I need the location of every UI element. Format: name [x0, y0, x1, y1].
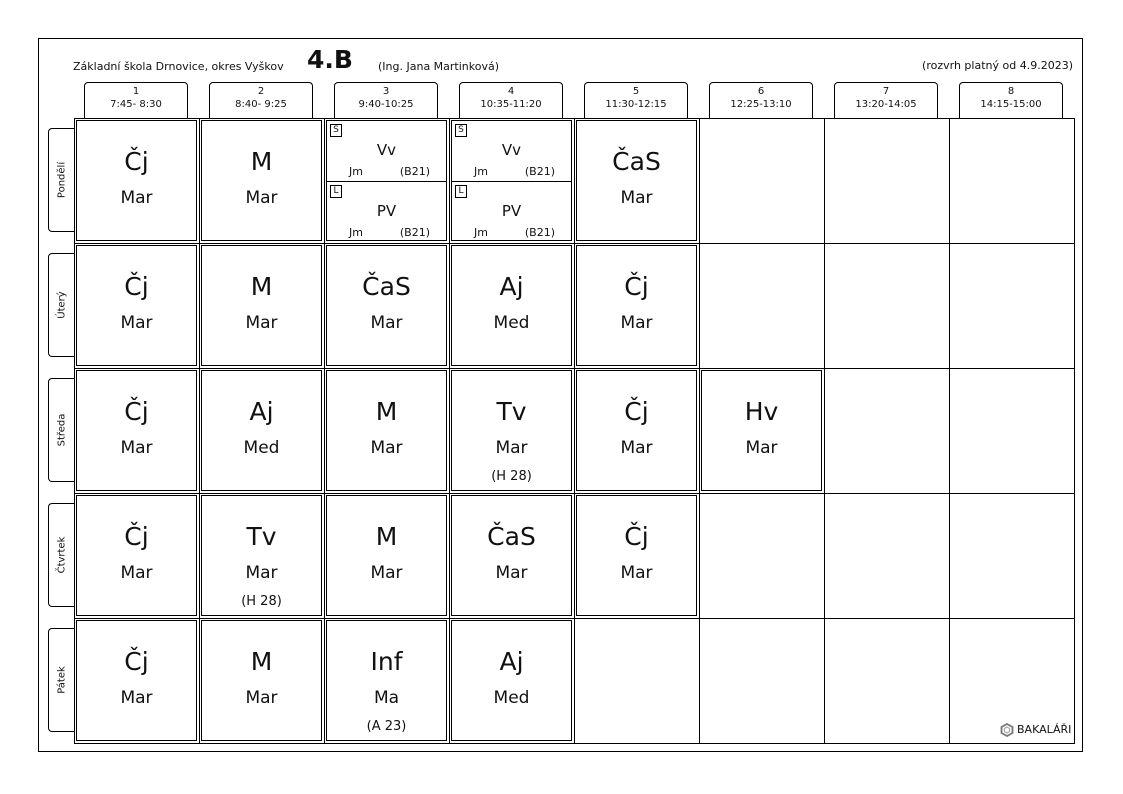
lesson-cell[interactable] — [326, 495, 447, 616]
lesson-subject: Čj — [124, 522, 149, 551]
period-time: 10:35-11:20 — [480, 99, 542, 110]
grid-column-divider — [574, 118, 575, 744]
lesson-cell[interactable] — [451, 370, 572, 491]
lesson-teacher: Mar — [120, 313, 153, 333]
period-time: 11:30-12:15 — [605, 99, 667, 110]
period-number: 3 — [382, 86, 390, 97]
lesson-room: (B21) — [399, 226, 430, 239]
lesson-teacher: Mar — [620, 188, 653, 208]
lesson-cell[interactable] — [76, 245, 197, 366]
period-time: 14:15-15:00 — [980, 99, 1042, 110]
period-number: 8 — [1007, 86, 1015, 97]
group-label: L — [330, 185, 342, 198]
period-tab-6 — [709, 82, 813, 118]
lesson-cell[interactable] — [76, 120, 197, 241]
lesson-teacher: Mar — [245, 688, 278, 708]
group-label: L — [455, 185, 467, 198]
split-lesson — [452, 121, 571, 181]
lesson-cell[interactable] — [701, 370, 822, 491]
day-tab-3 — [48, 503, 74, 607]
lesson-room: (H 28) — [241, 594, 282, 609]
period-time: 7:45- 8:30 — [110, 99, 162, 110]
period-number: 7 — [882, 86, 890, 97]
lesson-teacher: Mar — [120, 438, 153, 458]
day-name: Středa — [56, 413, 67, 447]
lesson-teacher: Mar — [620, 563, 653, 583]
lesson-cell[interactable] — [76, 495, 197, 616]
lesson-subject: Tv — [246, 522, 277, 551]
grid-row-divider — [74, 368, 1075, 369]
split-lesson — [452, 181, 571, 242]
lesson-room: (B21) — [524, 165, 555, 178]
group-label: S — [455, 124, 467, 137]
grid-row-divider — [74, 243, 1075, 244]
lesson-teacher: Mar — [370, 438, 403, 458]
lesson-teacher: Med — [493, 688, 530, 708]
lesson-cell[interactable] — [451, 120, 572, 241]
lesson-teacher: Med — [493, 313, 530, 333]
lesson-cell[interactable] — [576, 245, 697, 366]
lesson-teacher: Mar — [370, 563, 403, 583]
lesson-teacher: Mar — [620, 313, 653, 333]
lesson-cell[interactable] — [201, 370, 322, 491]
period-number: 5 — [632, 86, 640, 97]
lesson-cell[interactable] — [576, 370, 697, 491]
period-tab-3 — [334, 82, 438, 118]
lesson-subject: Vv — [501, 141, 522, 159]
period-tab-1 — [84, 82, 188, 118]
lesson-cell[interactable] — [576, 120, 697, 241]
day-name: Pátek — [56, 666, 67, 694]
lesson-subject: M — [375, 522, 398, 551]
day-tab-1 — [48, 253, 74, 357]
lesson-teacher: Mar — [245, 313, 278, 333]
lesson-cell[interactable] — [76, 620, 197, 741]
school-name: Základní škola Drnovice, okres Vyškov — [73, 60, 284, 73]
lesson-room: (B21) — [399, 165, 430, 178]
period-tab-5 — [584, 82, 688, 118]
lesson-teacher: Mar — [120, 688, 153, 708]
lesson-subject: Vv — [376, 141, 397, 159]
lesson-subject: Čj — [624, 397, 649, 426]
lesson-teacher: Mar — [495, 563, 528, 583]
period-number: 4 — [507, 86, 515, 97]
grid-row-divider — [74, 618, 1075, 619]
period-tab-8 — [959, 82, 1063, 118]
lesson-teacher: Mar — [120, 188, 153, 208]
lesson-subject: M — [250, 272, 273, 301]
lesson-subject: ČaS — [362, 272, 411, 301]
period-number: 1 — [132, 86, 140, 97]
lesson-cell[interactable] — [576, 495, 697, 616]
lesson-teacher: Jm — [474, 226, 488, 239]
day-name: Pondělí — [56, 161, 67, 199]
lesson-teacher: Med — [243, 438, 280, 458]
lesson-teacher: Mar — [495, 438, 528, 458]
period-tab-4 — [459, 82, 563, 118]
grid-column-divider — [949, 118, 950, 744]
period-time: 12:25-13:10 — [730, 99, 792, 110]
day-tab-0 — [48, 128, 74, 232]
lesson-cell[interactable] — [76, 370, 197, 491]
period-time: 8:40- 9:25 — [235, 99, 287, 110]
lesson-cell[interactable] — [326, 245, 447, 366]
group-label: S — [330, 124, 342, 137]
lesson-subject: Čj — [624, 272, 649, 301]
lesson-teacher: Jm — [349, 226, 363, 239]
split-lesson — [327, 181, 446, 242]
lesson-subject: ČaS — [612, 147, 661, 176]
lesson-subject: Čj — [624, 522, 649, 551]
grid-column-divider — [449, 118, 450, 744]
lesson-room: (B21) — [524, 226, 555, 239]
lesson-subject: Čj — [124, 647, 149, 676]
lesson-cell[interactable] — [201, 245, 322, 366]
validity-note: (rozvrh platný od 4.9.2023) — [922, 59, 1073, 72]
lesson-teacher: Jm — [474, 165, 488, 178]
bakalari-logo — [1000, 723, 1071, 737]
lesson-cell[interactable] — [326, 370, 447, 491]
day-name: Úterý — [56, 291, 67, 319]
lesson-teacher: Mar — [245, 188, 278, 208]
period-tab-7 — [834, 82, 938, 118]
lesson-subject: Hv — [744, 397, 779, 426]
lesson-cell[interactable] — [451, 620, 572, 741]
day-tab-2 — [48, 378, 74, 482]
lesson-subject: ČaS — [487, 522, 536, 551]
lesson-subject: Čj — [124, 147, 149, 176]
grid-row-divider — [74, 493, 1075, 494]
lesson-subject: M — [250, 147, 273, 176]
class-name: 4.B — [307, 45, 353, 74]
lesson-cell[interactable] — [201, 495, 322, 616]
lesson-subject: Tv — [496, 397, 527, 426]
lesson-cell[interactable] — [326, 120, 447, 241]
lesson-room: (H 28) — [491, 469, 532, 484]
lesson-teacher: Mar — [370, 313, 403, 333]
period-number: 2 — [257, 86, 265, 97]
period-time: 13:20-14:05 — [855, 99, 917, 110]
period-tab-2 — [209, 82, 313, 118]
lesson-subject: Čj — [124, 397, 149, 426]
class-teacher: (Ing. Jana Martinková) — [378, 60, 500, 73]
lesson-teacher: Ma — [373, 688, 400, 708]
grid-column-divider — [199, 118, 200, 744]
split-lesson — [327, 121, 446, 181]
lesson-subject: Aj — [499, 272, 524, 301]
grid-column-divider — [699, 118, 700, 744]
lesson-teacher: Mar — [620, 438, 653, 458]
lesson-cell[interactable] — [201, 120, 322, 241]
lesson-cell[interactable] — [201, 620, 322, 741]
lesson-subject: Inf — [370, 647, 403, 676]
lesson-subject: Aj — [249, 397, 274, 426]
lesson-teacher: Mar — [120, 563, 153, 583]
lesson-cell[interactable] — [326, 620, 447, 741]
lesson-subject: M — [375, 397, 398, 426]
logo-text: BAKALÁŘI — [1017, 723, 1072, 736]
lesson-subject: Aj — [499, 647, 524, 676]
lesson-room: (A 23) — [366, 719, 407, 734]
lesson-subject: M — [250, 647, 273, 676]
lesson-cell[interactable] — [451, 245, 572, 366]
lesson-subject: Čj — [124, 272, 149, 301]
day-name: Čtvrtek — [56, 536, 67, 574]
lesson-subject: PV — [376, 202, 397, 220]
lesson-teacher: Mar — [745, 438, 778, 458]
lesson-teacher: Mar — [245, 563, 278, 583]
period-time: 9:40-10:25 — [358, 99, 414, 110]
grid-column-divider — [824, 118, 825, 744]
lesson-teacher: Jm — [349, 165, 363, 178]
lesson-cell[interactable] — [451, 495, 572, 616]
period-number: 6 — [757, 86, 765, 97]
lesson-subject: PV — [501, 202, 522, 220]
hexagon-logo-icon — [1000, 723, 1014, 737]
day-tab-4 — [48, 628, 74, 732]
grid-column-divider — [324, 118, 325, 744]
